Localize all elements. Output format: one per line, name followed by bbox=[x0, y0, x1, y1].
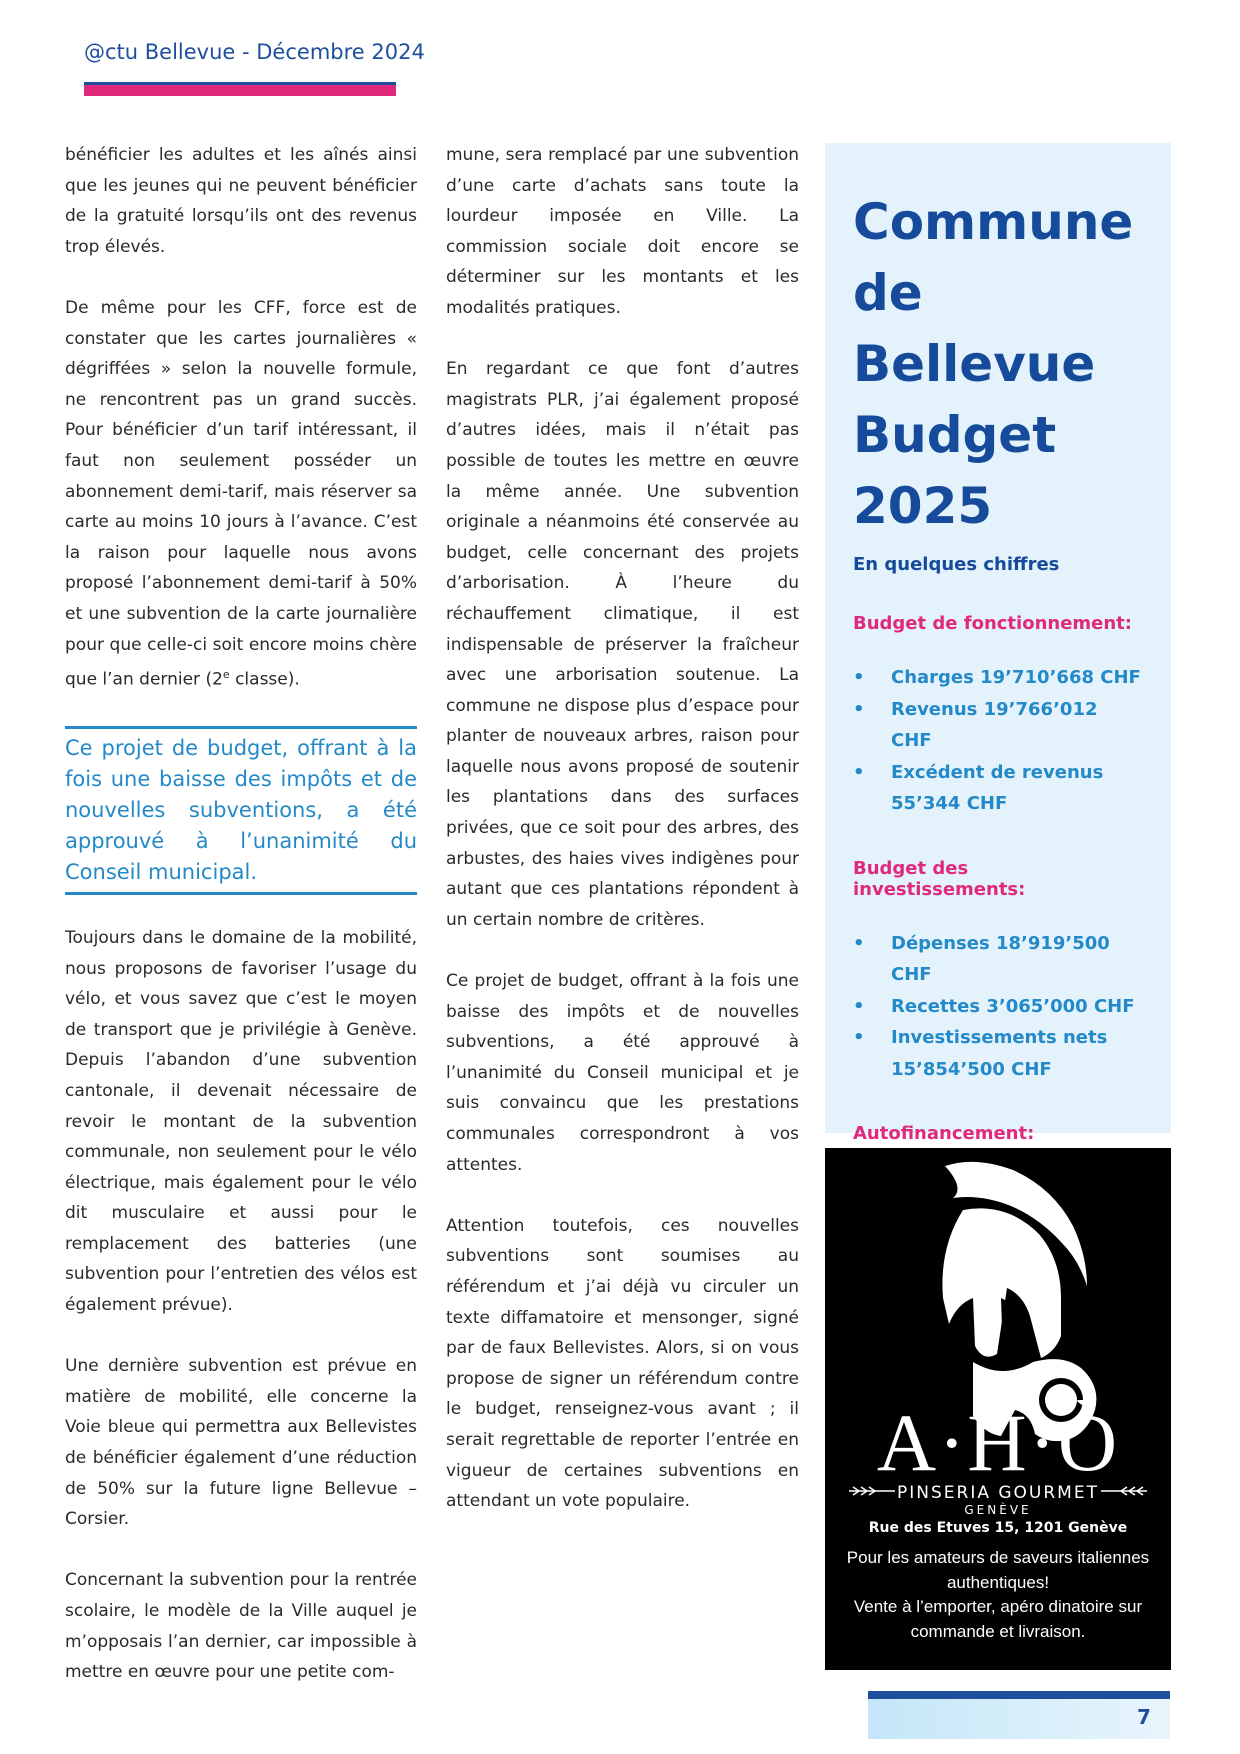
budget-sidebar bbox=[825, 143, 1171, 1144]
paragraph: bénéficier les adultes et les aînés ainsi que les jeunes qui ne peuvent bénéficier de la gratuité lorsqu’ils ont des revenus trop élevés. bbox=[65, 145, 417, 257]
paragraph bbox=[65, 293, 417, 695]
ad-caption bbox=[825, 1546, 1171, 1644]
bullet-icon: • bbox=[853, 995, 865, 1017]
bullet-icon: • bbox=[853, 1027, 865, 1048]
ad-caption-line: commande et livraison. bbox=[910, 1621, 1086, 1641]
bullet-icon: • bbox=[853, 761, 865, 783]
ad-city-text: GENÈVE bbox=[964, 1503, 1032, 1517]
paragraph: En regardant ce que font d’autres magistrats PLR, j’ai également proposé d’autres idées, mais il n’était pas possible de toutes les mettre en œuvre la même année. Une subvention originale a néanmoins été conservée au budget, celle concernant des projets d’arborisation. À l’heure du réchauffement climatique, il est indispensable de préserver la fraîcheur avec une arborisation soutenue. La commune ne dispose plus d’espace pour planter de nouveaux arbres, raison pour laquelle nous avons proposé de soutenir les plantations dans des surfaces privées, que ce soit pour des arbres, des arbustes, des haies vives indigènes pour autant que ces plantations répondent à un certain nombre de critères. bbox=[446, 359, 799, 930]
ad-address: Rue des Etuves 15, 1201 Genève bbox=[868, 1520, 1128, 1536]
paragraph: Ce projet de budget, offrant à la fois une baisse des impôts et de nouvelles subventions, a été approuvé à l’unanimité du Conseil municipal et je suis convaincu que les prestations communales correspondront à vos attentes. bbox=[446, 971, 799, 1175]
list-fonctionnement bbox=[853, 662, 1143, 820]
footer-box bbox=[868, 1699, 1170, 1739]
paragraph: Attention toutefois, ces nouvelles subventions sont soumises au référendum et j’ai déjà vu circuler un texte diffamatoire et mensonger, signé par de faux Bellevistes. Alors, si on vous propose de signer un référendum contre le budget, renseignez-vous avant ; il serait regrettable de reporter l’entrée en vigueur de certaines subventions en attendant un vote populaire. bbox=[446, 1215, 799, 1512]
paragraph: mune, sera remplacé par une subvention d’une carte d’achats sans toute la lourdeur imposée en Ville. La commission sociale doit encore se déterminer sur les montants et les modalités pratiques. bbox=[446, 145, 799, 318]
paragraph-text: classe). bbox=[229, 669, 300, 690]
section-heading-autofinancement: Autofinancement: bbox=[853, 1123, 1035, 1144]
aho-logo bbox=[825, 1148, 1171, 1518]
ad-caption-line: Vente à l’emporter, apéro dinatoire sur bbox=[853, 1597, 1143, 1616]
list-item: • Revenus 19’766’012 CHF bbox=[853, 694, 1143, 757]
ad-tagline: PINSERIA GOURMET bbox=[897, 1483, 1099, 1503]
ad-brand: A·H·Ò bbox=[876, 1397, 1120, 1488]
bullet-icon: • bbox=[853, 698, 865, 720]
list-item: • Charges 19’710’668 CHF bbox=[853, 662, 1143, 694]
paragraph: Concernant la subvention pour la rentrée scolaire, le modèle de la Ville auquel je m’opposais l’an dernier, car impossible à mettre en œuvre pour une petite com- bbox=[65, 1570, 417, 1683]
ad-caption-line: Pour les amateurs de saveurs italiennes bbox=[846, 1548, 1150, 1567]
sidebar-title-line: Budget 2025 bbox=[853, 406, 1057, 535]
list-item: • Recettes 3’065’000 CHF bbox=[853, 991, 1143, 1023]
header-title: @ctu Bellevue - Décembre 2024 bbox=[84, 40, 425, 64]
list-item: • Dépenses 18’919’500 CHF bbox=[853, 928, 1143, 991]
pinseria-advertisement bbox=[825, 1148, 1171, 1670]
paragraph-text: De même pour les CFF, force est de constater que les cartes journalières « dégriffées » selon la nouvelle formule, ne rencontrent pas un grand succès. Pour bénéficier d’un tarif intéressant, il faut non seulement posséder un abonnement demi-tarif, mais réserver sa carte au moins 10 jours à l’avance. C’est la raison pour laquelle nous avons proposé l’abonnement demi-tarif à 50% et une subvention de la carte journalière pour que celle-ci soit encore moins chère que l’an dernier (2 bbox=[65, 297, 417, 690]
bullet-icon: • bbox=[853, 667, 865, 688]
list-item: • Excédent de revenus 55’344 CHF bbox=[853, 757, 1143, 820]
list-investissements bbox=[853, 928, 1143, 1086]
sidebar-title bbox=[853, 187, 1143, 542]
section-heading-fonctionnement: Budget de fonctionnement: bbox=[853, 613, 1132, 634]
pull-quote-text: Ce projet de budget, offrant à la fois une baisse des impôts et de nouvelles subventions, a été approuvé à l’unanimité du Conseil municipal. bbox=[65, 735, 417, 884]
bullet-icon: • bbox=[853, 932, 865, 954]
section-heading-investissements: Budget des investissements: bbox=[853, 857, 1026, 900]
article-column-2 bbox=[446, 140, 799, 1547]
sidebar-title-line: Commune bbox=[853, 193, 1134, 251]
header-bar-pink bbox=[84, 85, 396, 96]
pull-quote bbox=[65, 726, 417, 895]
ad-caption-line: authentiques! bbox=[946, 1572, 1050, 1592]
page-number: 7 bbox=[1137, 1705, 1151, 1729]
sidebar-title-line: de Bellevue bbox=[853, 264, 1096, 393]
list-item: • Investissements nets 15’854’500 CHF bbox=[853, 1022, 1143, 1085]
paragraph: Toujours dans le domaine de la mobilité, nous proposons de favoriser l’usage du vélo, et vous savez que c’est le moyen de transport que je privilégie à Genève. Depuis l’abandon d’une subvention cantonale, il devenait nécessaire de revoir le montant de la subvention communale, non seulement pour le vélo électrique, mais également pour le vélo dit musculaire et aussi pour le remplacement des batteries (une subvention pour l’entretien des vélos est également prévue). bbox=[65, 927, 417, 1316]
superscript: e bbox=[222, 668, 230, 682]
footer-bar bbox=[868, 1691, 1170, 1699]
paragraph: Une dernière subvention est prévue en matière de mobilité, elle concerne la Voie bleue qui permettra aux Bellevistes de bénéficier également d’une réduction de 50% sur la future ligne Bellevue – Corsier. bbox=[65, 1356, 417, 1530]
sidebar-subtitle: En quelques chiffres bbox=[853, 554, 1060, 575]
article-column-1 bbox=[65, 140, 417, 1718]
